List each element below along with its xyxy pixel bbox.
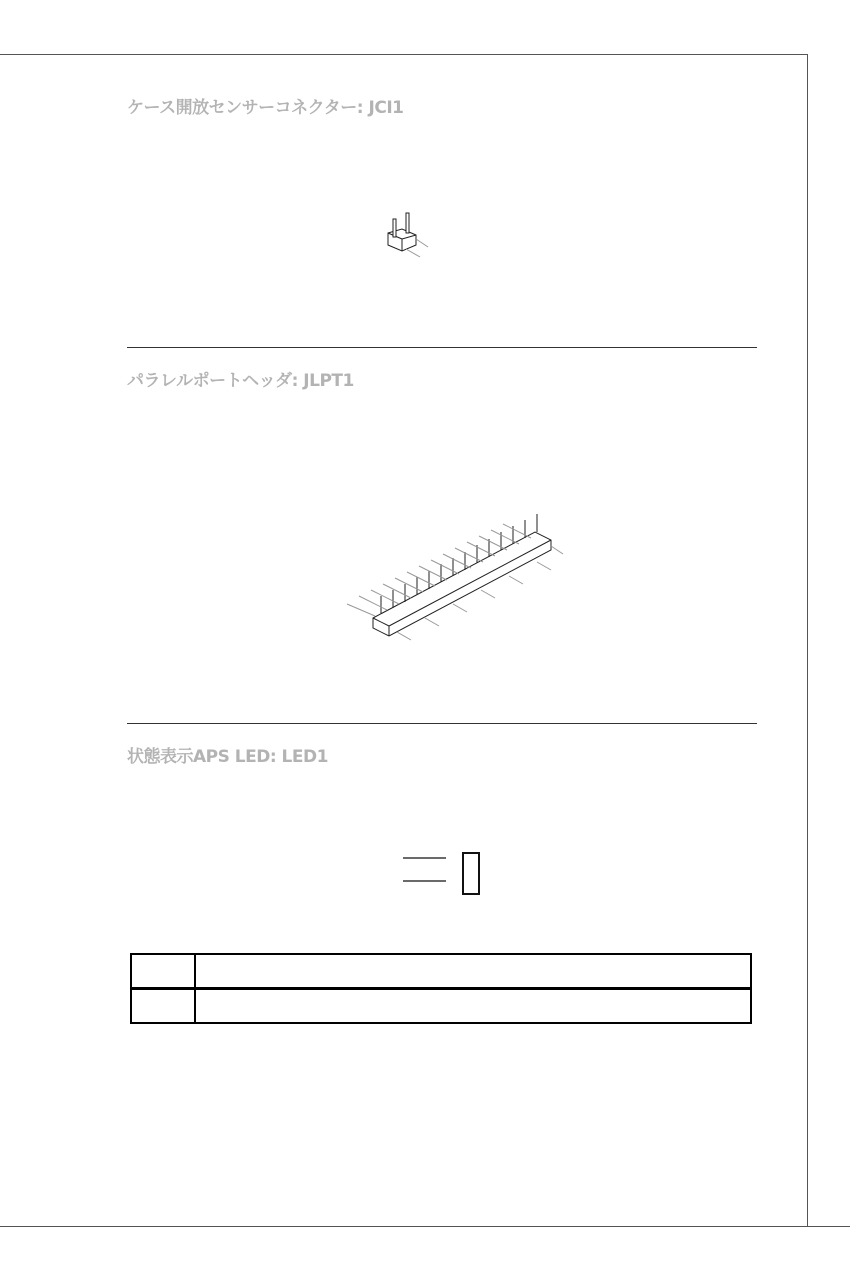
page-frame-right — [807, 54, 808, 1226]
jlpt1-connector-figure — [345, 500, 570, 650]
section-heading-led1: 状態表示APS LED: LED1 — [127, 747, 328, 767]
table-row — [131, 954, 751, 989]
table-row — [131, 989, 751, 1024]
page-frame-bottom — [0, 1226, 850, 1227]
jci1-pin-body — [388, 213, 428, 257]
section-heading-jlpt1: パラレルポートヘッダ: JLPT1 — [127, 371, 354, 391]
section-divider-1 — [127, 347, 757, 348]
section-heading-jci1: ケース開放センサーコネクター: JCI1 — [127, 98, 404, 118]
table-cell — [195, 989, 751, 1024]
led-status-table — [130, 953, 752, 1024]
table-cell — [195, 954, 751, 989]
table-cell — [131, 989, 195, 1024]
section-divider-2 — [127, 723, 757, 724]
jci1-connector-figure — [380, 205, 440, 265]
led1-figure — [400, 850, 490, 900]
page-frame-top — [0, 54, 807, 55]
table-cell — [131, 954, 195, 989]
led-body — [463, 853, 479, 894]
